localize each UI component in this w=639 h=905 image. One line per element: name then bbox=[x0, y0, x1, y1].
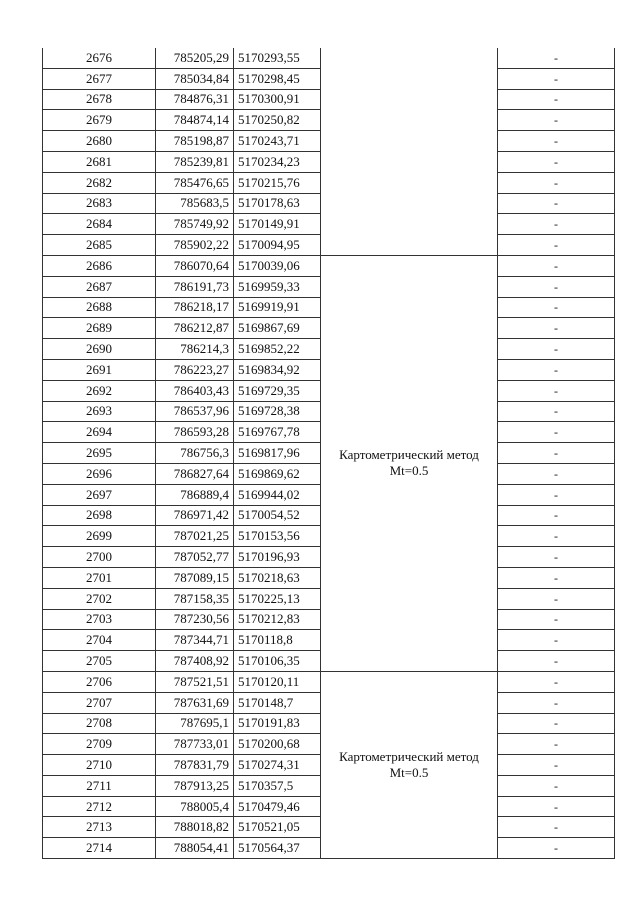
point-number-cell: 2710 bbox=[43, 755, 156, 776]
point-number-cell: 2689 bbox=[43, 318, 156, 339]
accuracy-mark-cell: - bbox=[498, 359, 615, 380]
x-coordinate-cell: 785476,65 bbox=[156, 172, 234, 193]
x-coordinate-cell: 787631,69 bbox=[156, 692, 234, 713]
point-number-cell: 2711 bbox=[43, 775, 156, 796]
accuracy-mark-cell: - bbox=[498, 567, 615, 588]
x-coordinate-cell: 785198,87 bbox=[156, 131, 234, 152]
y-coordinate-cell: 5169869,62 bbox=[234, 463, 321, 484]
accuracy-mark-cell: - bbox=[498, 588, 615, 609]
x-coordinate-cell: 787695,1 bbox=[156, 713, 234, 734]
y-coordinate-cell: 5170153,56 bbox=[234, 526, 321, 547]
accuracy-mark-cell: - bbox=[498, 775, 615, 796]
x-coordinate-cell: 787913,25 bbox=[156, 775, 234, 796]
accuracy-mark-cell: - bbox=[498, 526, 615, 547]
x-coordinate-cell: 788005,4 bbox=[156, 796, 234, 817]
accuracy-mark-cell: - bbox=[498, 255, 615, 276]
method-cell: Картометрический метод Mt=0.5 bbox=[321, 255, 498, 671]
y-coordinate-cell: 5170298,45 bbox=[234, 68, 321, 89]
accuracy-mark-cell: - bbox=[498, 235, 615, 256]
point-number-cell: 2712 bbox=[43, 796, 156, 817]
x-coordinate-cell: 788054,41 bbox=[156, 838, 234, 859]
point-number-cell: 2700 bbox=[43, 547, 156, 568]
accuracy-mark-cell: - bbox=[498, 443, 615, 464]
x-coordinate-cell: 786537,96 bbox=[156, 401, 234, 422]
point-number-cell: 2697 bbox=[43, 484, 156, 505]
accuracy-mark-cell: - bbox=[498, 609, 615, 630]
table-row bbox=[43, 48, 615, 68]
point-number-cell: 2687 bbox=[43, 276, 156, 297]
point-number-cell: 2684 bbox=[43, 214, 156, 235]
point-number-cell: 2705 bbox=[43, 651, 156, 672]
point-number-cell: 2685 bbox=[43, 235, 156, 256]
point-number-cell: 2678 bbox=[43, 89, 156, 110]
accuracy-mark-cell: - bbox=[498, 630, 615, 651]
accuracy-mark-cell: - bbox=[498, 339, 615, 360]
accuracy-mark-cell: - bbox=[498, 796, 615, 817]
table-row bbox=[43, 671, 615, 692]
point-number-cell: 2708 bbox=[43, 713, 156, 734]
x-coordinate-cell: 785683,5 bbox=[156, 193, 234, 214]
y-coordinate-cell: 5170178,63 bbox=[234, 193, 321, 214]
y-coordinate-cell: 5169729,35 bbox=[234, 380, 321, 401]
x-coordinate-cell: 786214,3 bbox=[156, 339, 234, 360]
point-number-cell: 2707 bbox=[43, 692, 156, 713]
point-number-cell: 2704 bbox=[43, 630, 156, 651]
point-number-cell: 2714 bbox=[43, 838, 156, 859]
method-cell bbox=[321, 48, 498, 255]
accuracy-mark-cell: - bbox=[498, 151, 615, 172]
accuracy-mark-cell: - bbox=[498, 505, 615, 526]
y-coordinate-cell: 5169867,69 bbox=[234, 318, 321, 339]
x-coordinate-cell: 785902,22 bbox=[156, 235, 234, 256]
table-row bbox=[43, 255, 615, 276]
x-coordinate-cell: 787158,35 bbox=[156, 588, 234, 609]
accuracy-mark-cell: - bbox=[498, 422, 615, 443]
y-coordinate-cell: 5170118,8 bbox=[234, 630, 321, 651]
accuracy-mark-cell: - bbox=[498, 734, 615, 755]
accuracy-mark-cell: - bbox=[498, 817, 615, 838]
point-number-cell: 2694 bbox=[43, 422, 156, 443]
point-number-cell: 2692 bbox=[43, 380, 156, 401]
y-coordinate-cell: 5170234,23 bbox=[234, 151, 321, 172]
y-coordinate-cell: 5170218,63 bbox=[234, 567, 321, 588]
point-number-cell: 2686 bbox=[43, 255, 156, 276]
accuracy-mark-cell: - bbox=[498, 755, 615, 776]
point-number-cell: 2698 bbox=[43, 505, 156, 526]
y-coordinate-cell: 5170243,71 bbox=[234, 131, 321, 152]
y-coordinate-cell: 5169817,96 bbox=[234, 443, 321, 464]
y-coordinate-cell: 5170106,35 bbox=[234, 651, 321, 672]
x-coordinate-cell: 786756,3 bbox=[156, 443, 234, 464]
x-coordinate-cell: 785205,29 bbox=[156, 48, 234, 68]
point-number-cell: 2690 bbox=[43, 339, 156, 360]
accuracy-mark-cell: - bbox=[498, 463, 615, 484]
y-coordinate-cell: 5169944,02 bbox=[234, 484, 321, 505]
accuracy-mark-cell: - bbox=[498, 172, 615, 193]
y-coordinate-cell: 5170300,91 bbox=[234, 89, 321, 110]
x-coordinate-cell: 787344,71 bbox=[156, 630, 234, 651]
x-coordinate-cell: 786827,64 bbox=[156, 463, 234, 484]
point-number-cell: 2691 bbox=[43, 359, 156, 380]
x-coordinate-cell: 786218,17 bbox=[156, 297, 234, 318]
accuracy-mark-cell: - bbox=[498, 651, 615, 672]
y-coordinate-cell: 5169852,22 bbox=[234, 339, 321, 360]
x-coordinate-cell: 787021,25 bbox=[156, 526, 234, 547]
point-number-cell: 2709 bbox=[43, 734, 156, 755]
x-coordinate-cell: 784876,31 bbox=[156, 89, 234, 110]
y-coordinate-cell: 5169834,92 bbox=[234, 359, 321, 380]
accuracy-mark-cell: - bbox=[498, 48, 615, 68]
point-number-cell: 2683 bbox=[43, 193, 156, 214]
y-coordinate-cell: 5170225,13 bbox=[234, 588, 321, 609]
point-number-cell: 2676 bbox=[43, 48, 156, 68]
y-coordinate-cell: 5170039,06 bbox=[234, 255, 321, 276]
x-coordinate-cell: 787089,15 bbox=[156, 567, 234, 588]
point-number-cell: 2701 bbox=[43, 567, 156, 588]
accuracy-mark-cell: - bbox=[498, 276, 615, 297]
x-coordinate-cell: 788018,82 bbox=[156, 817, 234, 838]
x-coordinate-cell: 786593,28 bbox=[156, 422, 234, 443]
accuracy-mark-cell: - bbox=[498, 547, 615, 568]
point-number-cell: 2703 bbox=[43, 609, 156, 630]
point-number-cell: 2702 bbox=[43, 588, 156, 609]
accuracy-mark-cell: - bbox=[498, 484, 615, 505]
x-coordinate-cell: 784874,14 bbox=[156, 110, 234, 131]
x-coordinate-cell: 786223,27 bbox=[156, 359, 234, 380]
y-coordinate-cell: 5170479,46 bbox=[234, 796, 321, 817]
accuracy-mark-cell: - bbox=[498, 110, 615, 131]
y-coordinate-cell: 5170212,83 bbox=[234, 609, 321, 630]
accuracy-mark-cell: - bbox=[498, 401, 615, 422]
y-coordinate-cell: 5170274,31 bbox=[234, 755, 321, 776]
y-coordinate-cell: 5170250,82 bbox=[234, 110, 321, 131]
y-coordinate-cell: 5169728,38 bbox=[234, 401, 321, 422]
x-coordinate-cell: 785034,84 bbox=[156, 68, 234, 89]
point-number-cell: 2679 bbox=[43, 110, 156, 131]
x-coordinate-cell: 786889,4 bbox=[156, 484, 234, 505]
x-coordinate-cell: 787733,01 bbox=[156, 734, 234, 755]
accuracy-mark-cell: - bbox=[498, 318, 615, 339]
point-number-cell: 2682 bbox=[43, 172, 156, 193]
accuracy-mark-cell: - bbox=[498, 380, 615, 401]
x-coordinate-cell: 787052,77 bbox=[156, 547, 234, 568]
coordinates-table bbox=[42, 48, 615, 859]
method-cell: Картометрический метод Mt=0.5 bbox=[321, 671, 498, 858]
accuracy-mark-cell: - bbox=[498, 68, 615, 89]
x-coordinate-cell: 786070,64 bbox=[156, 255, 234, 276]
y-coordinate-cell: 5170094,95 bbox=[234, 235, 321, 256]
accuracy-mark-cell: - bbox=[498, 838, 615, 859]
y-coordinate-cell: 5170148,7 bbox=[234, 692, 321, 713]
accuracy-mark-cell: - bbox=[498, 713, 615, 734]
y-coordinate-cell: 5170357,5 bbox=[234, 775, 321, 796]
point-number-cell: 2680 bbox=[43, 131, 156, 152]
coordinates-table-body bbox=[43, 48, 615, 859]
point-number-cell: 2688 bbox=[43, 297, 156, 318]
y-coordinate-cell: 5169919,91 bbox=[234, 297, 321, 318]
y-coordinate-cell: 5170200,68 bbox=[234, 734, 321, 755]
point-number-cell: 2693 bbox=[43, 401, 156, 422]
point-number-cell: 2695 bbox=[43, 443, 156, 464]
x-coordinate-cell: 787831,79 bbox=[156, 755, 234, 776]
y-coordinate-cell: 5169959,33 bbox=[234, 276, 321, 297]
accuracy-mark-cell: - bbox=[498, 193, 615, 214]
y-coordinate-cell: 5170149,91 bbox=[234, 214, 321, 235]
accuracy-mark-cell: - bbox=[498, 671, 615, 692]
y-coordinate-cell: 5170564,37 bbox=[234, 838, 321, 859]
point-number-cell: 2706 bbox=[43, 671, 156, 692]
point-number-cell: 2696 bbox=[43, 463, 156, 484]
y-coordinate-cell: 5170054,52 bbox=[234, 505, 321, 526]
x-coordinate-cell: 787521,51 bbox=[156, 671, 234, 692]
x-coordinate-cell: 787230,56 bbox=[156, 609, 234, 630]
x-coordinate-cell: 786212,87 bbox=[156, 318, 234, 339]
y-coordinate-cell: 5170196,93 bbox=[234, 547, 321, 568]
y-coordinate-cell: 5170215,76 bbox=[234, 172, 321, 193]
x-coordinate-cell: 785239,81 bbox=[156, 151, 234, 172]
accuracy-mark-cell: - bbox=[498, 297, 615, 318]
point-number-cell: 2681 bbox=[43, 151, 156, 172]
accuracy-mark-cell: - bbox=[498, 692, 615, 713]
y-coordinate-cell: 5170191,83 bbox=[234, 713, 321, 734]
y-coordinate-cell: 5170293,55 bbox=[234, 48, 321, 68]
point-number-cell: 2677 bbox=[43, 68, 156, 89]
accuracy-mark-cell: - bbox=[498, 214, 615, 235]
x-coordinate-cell: 785749,92 bbox=[156, 214, 234, 235]
point-number-cell: 2699 bbox=[43, 526, 156, 547]
y-coordinate-cell: 5170521,05 bbox=[234, 817, 321, 838]
point-number-cell: 2713 bbox=[43, 817, 156, 838]
x-coordinate-cell: 786191,73 bbox=[156, 276, 234, 297]
x-coordinate-cell: 787408,92 bbox=[156, 651, 234, 672]
accuracy-mark-cell: - bbox=[498, 131, 615, 152]
accuracy-mark-cell: - bbox=[498, 89, 615, 110]
x-coordinate-cell: 786971,42 bbox=[156, 505, 234, 526]
x-coordinate-cell: 786403,43 bbox=[156, 380, 234, 401]
y-coordinate-cell: 5169767,78 bbox=[234, 422, 321, 443]
y-coordinate-cell: 5170120,11 bbox=[234, 671, 321, 692]
